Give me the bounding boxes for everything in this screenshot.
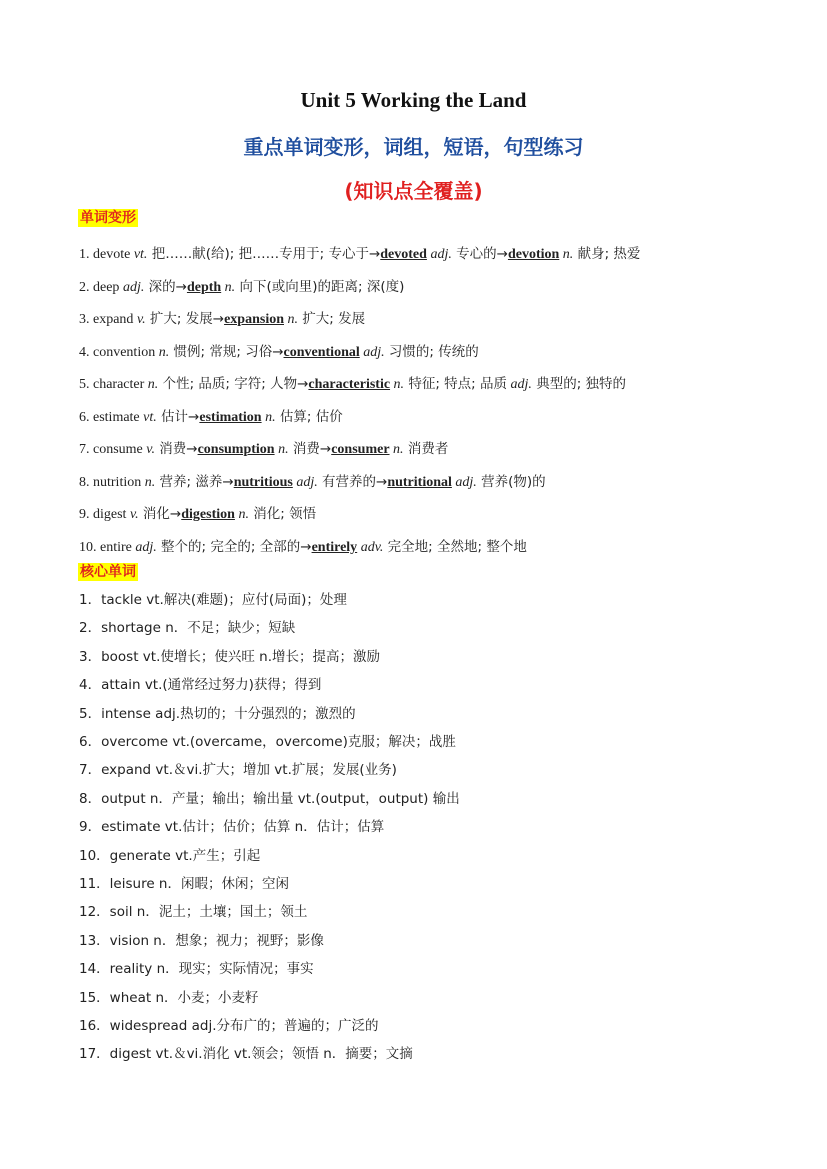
item-meaning: 消费→ — [288, 441, 332, 457]
item-meaning: 习惯的; 传统的 — [384, 344, 479, 360]
item-meaning: 向下(或向里)的距离; 深(度) — [235, 279, 405, 295]
word-form-item — [79, 440, 448, 459]
item-pos: v. — [129, 507, 139, 522]
word-form-item — [79, 343, 479, 362]
item-meaning: 完全地; 全然地; 整个地 — [383, 539, 527, 555]
item-word: 1. devote — [79, 247, 134, 262]
core-word-item: 6．overcome vt.(overcame，overcome)克服；解决；战胜 — [79, 734, 456, 750]
item-meaning: 专心的→ — [451, 246, 508, 262]
core-word-item: 16．widespread adj.分布广的；普遍的；广泛的 — [79, 1018, 379, 1034]
item-answer: consumption — [197, 442, 275, 457]
item-pos: vt. — [133, 247, 148, 262]
item-word: 2. deep — [79, 280, 123, 295]
item-word: 7. consume — [79, 442, 147, 457]
item-meaning: 估计→ — [156, 409, 200, 425]
item-pos: n. — [261, 410, 276, 425]
item-meaning: 有营养的→ — [317, 474, 388, 490]
item-pos: n. — [559, 247, 574, 262]
item-answer: depth — [186, 280, 222, 295]
item-pos: adj. — [451, 475, 477, 490]
item-meaning: 消化; 领悟 — [248, 506, 317, 522]
item-word: 3. expand — [79, 312, 137, 327]
item-pos: n. — [390, 377, 405, 392]
item-meaning: 特征; 特点; 品质 — [404, 376, 508, 392]
word-form-item — [79, 310, 365, 329]
core-word-item: 13．vision n．想象；视力；视野；影像 — [79, 932, 324, 949]
section-heading-word-forms: 单词变形 — [80, 210, 136, 226]
core-word-item: 8．output n．产量；输出；输出量 vt.(output，output) 输出 — [79, 790, 460, 807]
core-word-item: 15．wheat n．小麦；小麦籽 — [79, 989, 259, 1006]
word-form-item — [79, 505, 316, 524]
word-form-item — [79, 473, 546, 492]
core-word-item: 14．reality n．现实；实际情况；事实 — [79, 961, 314, 978]
item-word: 8. nutrition — [79, 475, 145, 490]
core-word-item: 5．intense adj.热切的；十分强烈的；激烈的 — [79, 705, 356, 722]
item-pos: adj. — [426, 247, 452, 262]
word-form-item — [79, 278, 404, 297]
item-answer: devotion — [507, 247, 560, 262]
item-pos: n. — [158, 345, 170, 360]
item-meaning: 营养(物)的 — [476, 474, 546, 490]
item-answer: conventional — [283, 345, 360, 360]
item-meaning: 营养; 滋养→ — [155, 474, 234, 490]
item-pos: vt. — [143, 410, 157, 425]
word-form-item — [79, 538, 527, 557]
core-word-item: 4．attain vt.(通常经过努力)获得；得到 — [79, 677, 322, 694]
item-meaning: 扩大; 发展→ — [145, 311, 225, 327]
core-word-item: 10．generate vt.产生；引起 — [79, 847, 261, 864]
item-meaning: 消化→ — [138, 506, 182, 522]
item-answer: nutritional — [387, 475, 452, 490]
item-answer: expansion — [224, 312, 284, 327]
item-word: 5. character — [79, 377, 148, 392]
item-answer: entirely — [311, 540, 358, 555]
item-pos: n. — [274, 442, 289, 457]
item-word: 10. entire — [79, 540, 136, 555]
item-meaning: 惯例; 常规; 习俗→ — [169, 344, 284, 360]
item-pos: n. — [144, 475, 156, 490]
core-word-item: 3．boost vt.使增长；使兴旺 n.增长；提高；激励 — [79, 648, 381, 665]
item-word: 6. estimate — [79, 410, 144, 425]
core-word-item: 9．estimate vt.估计；估价；估算 n．估计；估算 — [79, 819, 385, 836]
word-form-item — [79, 375, 626, 394]
core-word-item: 7．expand vt.＆vi.扩大；增加 vt.扩展；发展(业务) — [79, 762, 397, 779]
item-answer: estimation — [199, 410, 262, 425]
item-pos: adj. — [135, 540, 157, 555]
item-pos: v. — [136, 312, 146, 327]
item-meaning: 消费者 — [403, 441, 449, 457]
core-word-item: 12．soil n．泥土；土壤；国土；领土 — [79, 904, 308, 921]
item-meaning: 把……献(给); 把……专用于; 专心于→ — [147, 246, 381, 262]
page-title: Unit 5 Working the Land — [300, 88, 527, 112]
item-meaning: 个性; 品质; 字符; 人物→ — [158, 376, 309, 392]
item-pos: adj. — [507, 377, 532, 392]
item-meaning: 整个的; 完全的; 全部的→ — [156, 539, 312, 555]
item-answer: digestion — [181, 507, 235, 522]
core-word-item: 17．digest vt.＆vi.消化 vt.领会；领悟 n．摘要；文摘 — [79, 1046, 413, 1063]
item-answer: nutritious — [233, 475, 293, 490]
item-meaning: 消费→ — [154, 441, 198, 457]
page-subtitle-note: (知识点全覆盖) — [344, 179, 483, 203]
word-form-item — [79, 245, 640, 264]
item-pos: adv. — [357, 540, 384, 555]
item-pos: n. — [389, 442, 404, 457]
item-meaning: 献身; 热爱 — [573, 246, 641, 262]
page-subtitle: 重点单词变形，词组，短语，句型练习 — [243, 135, 584, 159]
item-answer: devoted — [380, 247, 427, 262]
item-pos: n. — [234, 507, 249, 522]
word-form-item — [79, 408, 343, 427]
core-word-item: 2．shortage n．不足；缺少；短缺 — [79, 620, 296, 637]
item-word: 4. convention — [79, 345, 159, 360]
item-meaning: 扩大; 发展 — [298, 311, 366, 327]
item-pos: v. — [146, 442, 155, 457]
item-pos: n. — [221, 280, 236, 295]
item-meaning: 深的→ — [144, 279, 187, 295]
item-pos: adj. — [292, 475, 318, 490]
item-pos: n. — [147, 377, 159, 392]
core-word-item: 1．tackle vt.解决(难题)；应付(局面)；处理 — [79, 592, 347, 608]
item-pos: n. — [284, 312, 298, 327]
item-meaning: 估算; 估价 — [275, 409, 343, 425]
item-word: 9. digest — [79, 507, 130, 522]
core-word-item: 11．leisure n．闲暇；休闲；空闲 — [79, 876, 289, 892]
section-heading-core-words: 核心单词 — [80, 564, 136, 580]
item-meaning: 典型的; 独特的 — [531, 376, 627, 392]
item-answer: consumer — [331, 442, 390, 457]
item-pos: adj. — [122, 280, 145, 295]
item-pos: adj. — [359, 345, 385, 360]
item-answer: characteristic — [308, 377, 391, 392]
